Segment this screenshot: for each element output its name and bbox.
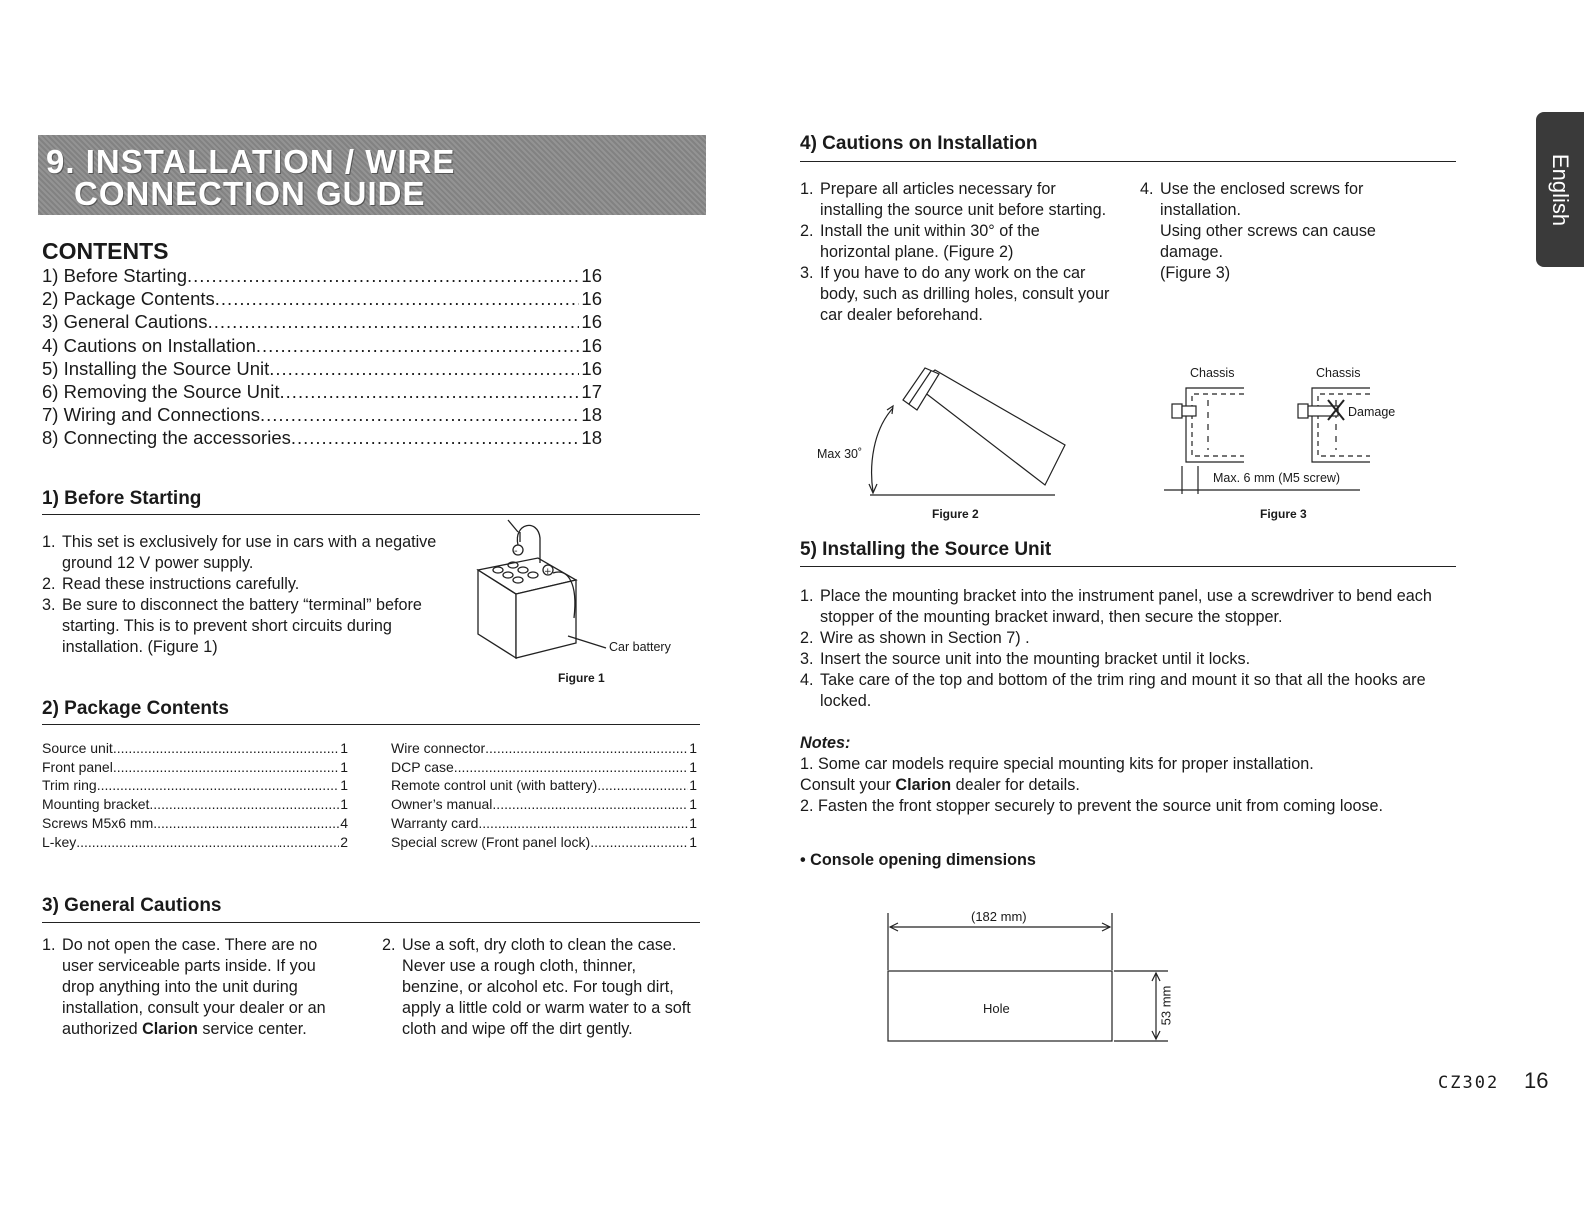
toc-leader	[215, 287, 580, 310]
list-item: 1. Prepare all articles necessary for installing the source unit before starting.	[800, 180, 1107, 219]
toc-row[interactable]	[42, 403, 602, 426]
divider	[800, 161, 1456, 162]
list-item: 3. If you have to do any work on the car body, such as drilling holes, consult your car dealer beforehand.	[800, 264, 1110, 324]
toc-leader	[280, 380, 580, 403]
list-item: 2. Install the unit within 30° of the horizontal plane. (Figure 2)	[800, 222, 1040, 261]
toc-row[interactable]	[42, 287, 602, 310]
toc-row[interactable]	[42, 264, 602, 287]
damage-label: Damage	[1348, 405, 1396, 419]
list-item: 2. Use a soft, dry cloth to clean the case. Never use a rough cloth, thinner, benzine, or alcohol etc. For tough dirt, apply a little cold or warm water to a soft cloth and wipe off the dirt gently.	[382, 936, 691, 1038]
list-item: Owner’s manual ..... 1	[391, 795, 697, 814]
banner-line-2: CONNECTION GUIDE	[74, 175, 426, 212]
general-cautions-list-2	[382, 935, 700, 1040]
toc-label: 3) General Cautions	[42, 311, 208, 333]
toc-page: 18	[581, 427, 602, 449]
list-item: 1. Do not open the case. There are no user serviceable parts inside. If you drop anything into the unit during installation, consult your dealer or an authorized Clarion service center.	[42, 936, 326, 1038]
list-item: DCP case ..... 1	[391, 758, 697, 777]
list-item: Warranty card ..... 1	[391, 814, 697, 833]
figure-1-label: Figure 1	[558, 671, 605, 685]
toc-leader	[208, 310, 580, 333]
toc-row[interactable]	[42, 310, 602, 333]
list-item: Remote control unit (with battery) ..... 1	[391, 776, 697, 795]
divider	[800, 566, 1456, 567]
toc-page: 16	[581, 265, 602, 286]
list-item: Trim ring ..... 1	[42, 776, 348, 795]
toc-leader	[291, 426, 580, 449]
figure-2-angle-diagram	[815, 360, 1075, 500]
console-opening-title: • Console opening dimensions	[800, 851, 1036, 869]
chassis-label-1: Chassis	[1190, 366, 1235, 380]
divider	[42, 724, 700, 725]
banner-line-1: 9. INSTALLATION / WIRE	[46, 143, 456, 180]
package-contents-heading: 2) Package Contents	[42, 698, 229, 719]
section-banner	[38, 135, 706, 215]
toc-row[interactable]	[42, 380, 602, 403]
toc-label: 8) Connecting the accessories	[42, 427, 291, 449]
height-label: 53 mm	[1158, 985, 1174, 1026]
list-item: 4. Take care of the top and bottom of the trim ring and mount it so that all the hooks are locked.	[800, 671, 1426, 710]
before-starting-heading: 1) Before Starting	[42, 488, 202, 509]
toc-row[interactable]	[42, 334, 602, 357]
width-label: (182 mm)	[971, 909, 1027, 924]
chassis-label-2: Chassis	[1316, 366, 1361, 380]
toc-leader	[260, 403, 579, 426]
cautions-installation-list	[800, 179, 1110, 326]
car-battery-caption: Car battery	[609, 640, 671, 654]
divider	[42, 922, 700, 923]
svg-text:+: +	[544, 567, 552, 577]
general-cautions-list-1	[42, 935, 352, 1040]
language-tab-label: English	[1548, 153, 1573, 226]
toc-leader	[269, 357, 579, 380]
toc-label: 7) Wiring and Connections	[42, 404, 260, 426]
installing-source-heading: 5) Installing the Source Unit	[800, 539, 1052, 560]
language-tab	[1536, 112, 1584, 267]
max-angle-label: Max 30˚	[817, 447, 863, 461]
before-starting-list	[42, 532, 452, 658]
list-item: 2. Read these instructions carefully.	[42, 575, 300, 593]
installing-source-list	[800, 586, 1450, 712]
toc-page: 16	[581, 334, 602, 356]
hole-label: Hole	[983, 1001, 1010, 1016]
toc-row[interactable]	[42, 357, 602, 380]
notes-title: Notes:	[800, 734, 851, 752]
package-list-left	[42, 739, 348, 851]
toc-page: 18	[581, 404, 602, 426]
toc-label: 1) Before Starting	[42, 265, 187, 286]
list-item: Special screw (Front panel lock) ..... 1	[391, 833, 697, 852]
note-2: 2. Fasten the front stopper securely to prevent the source unit from coming loose.	[800, 797, 1384, 815]
table-of-contents	[42, 264, 602, 450]
list-item: Mounting bracket ..... 1	[42, 795, 348, 814]
list-item: 2. Wire as shown in Section 7) .	[800, 629, 1030, 647]
list-item: Wire connector ..... 1	[391, 739, 697, 758]
toc-label: 4) Cautions on Installation	[42, 334, 256, 356]
model-number: CZ302	[1438, 1073, 1500, 1093]
list-item: 1. This set is exclusively for use in cars with a negative ground 12 V power supply.	[42, 533, 437, 572]
list-item: 3. Insert the source unit into the mounting bracket until it locks.	[800, 650, 1251, 668]
toc-page: 16	[581, 288, 602, 310]
list-item: 1. Place the mounting bracket into the instrument panel, use a screwdriver to bend each stopper of the mounting bracket inward, then secure the stopper.	[800, 587, 1432, 626]
toc-leader	[187, 264, 579, 287]
page-number: 16	[1524, 1068, 1549, 1093]
list-item: Source unit ..... 1	[42, 739, 348, 758]
list-item: Screws M5x6 mm ..... 4	[42, 814, 348, 833]
console-opening-diagram	[880, 905, 1180, 1050]
toc-label: 2) Package Contents	[42, 288, 215, 310]
toc-page: 17	[581, 381, 602, 403]
svg-text:-: -	[514, 546, 518, 557]
toc-page: 16	[581, 357, 602, 379]
package-list-right	[391, 739, 697, 851]
note-1b: Consult your Clarion dealer for details.	[800, 776, 1080, 794]
notes-block	[800, 754, 1450, 817]
cautions-installation-heading: 4) Cautions on Installation	[800, 133, 1038, 154]
cautions-installation-list-4	[1140, 179, 1410, 284]
toc-label: 5) Installing the Source Unit	[42, 357, 270, 379]
note-1: 1. Some car models require special mounting kits for proper installation.	[800, 755, 1314, 773]
general-cautions-heading: 3) General Cautions	[42, 895, 222, 916]
list-item: 4. Use the enclosed screws for installation. Using other screws can cause damage. (Figure 3)	[1140, 180, 1376, 282]
max-screw-label: Max. 6 mm (M5 screw)	[1213, 471, 1341, 485]
list-item: L-key ..... 2	[42, 833, 348, 852]
toc-row[interactable]	[42, 426, 602, 449]
figure-2-label: Figure 2	[932, 507, 979, 521]
toc-leader	[256, 334, 580, 357]
contents-title: CONTENTS	[42, 238, 169, 264]
divider	[42, 514, 700, 515]
list-item: 3. Be sure to disconnect the battery “terminal” before starting. This is to prevent short circuits during installation. (Figure 1)	[42, 596, 422, 656]
toc-page: 16	[581, 311, 602, 333]
toc-label: 6) Removing the Source Unit	[42, 381, 280, 403]
list-item: Front panel ..... 1	[42, 758, 348, 777]
figure-3-label: Figure 3	[1260, 507, 1307, 521]
